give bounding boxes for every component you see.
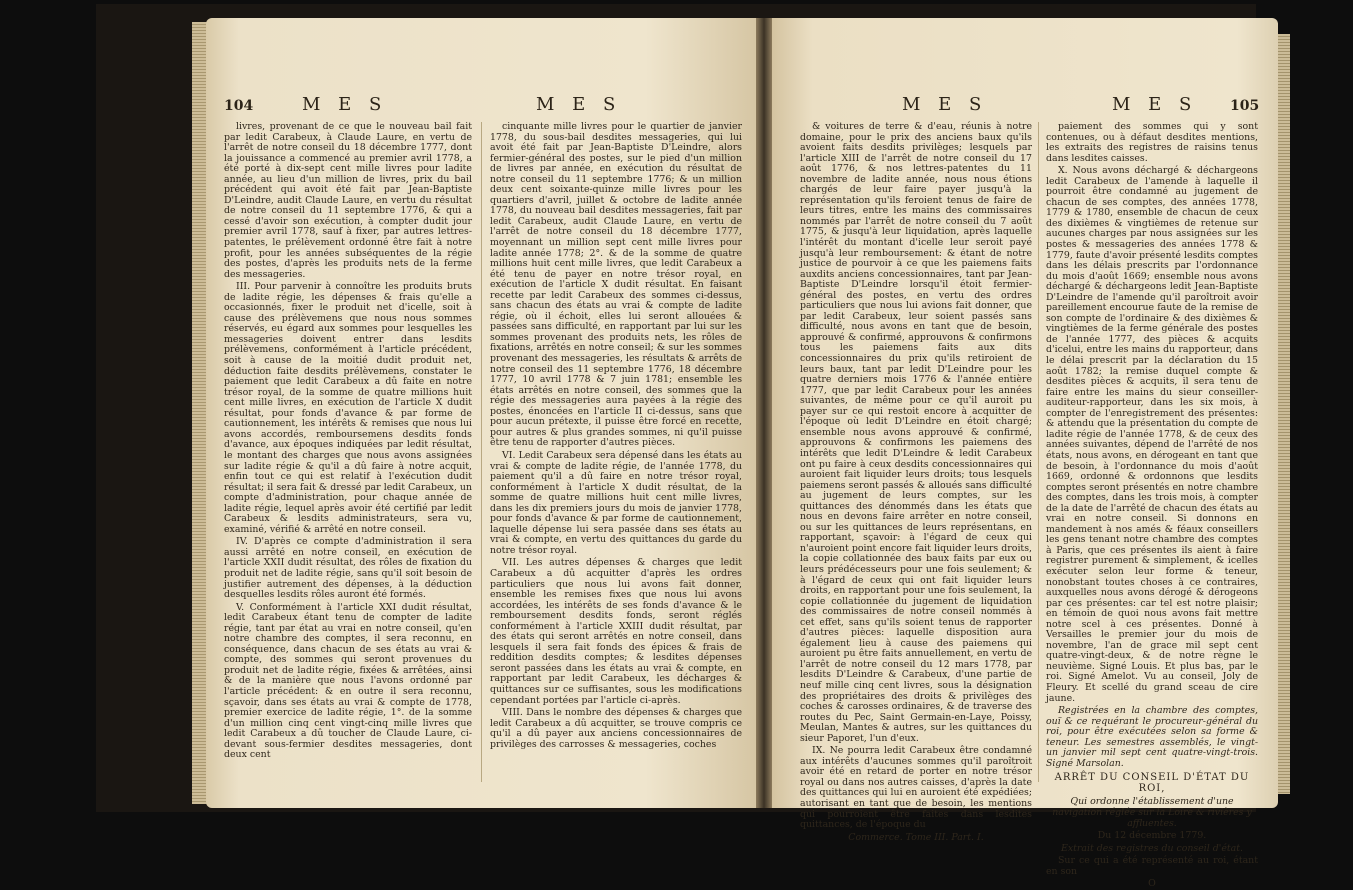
text-column-right <box>490 122 742 752</box>
paragraph: III. Pour parvenir à connoître les produits bruts de ladite régie, les dépenses & frais qu'elle a occasionnés, fixer le produit net d'icelle, soit à cause des prélèvemens que nous nous sommes réservés, eu égard aux sommes pour lesquelles les messageries doivent entrer dans lesdits prélèvemens, conformément à l'article précédent, soit à cause de la moitié dudit produit net, déduction faite desdits prélèvemens, constater le paiement que ledit Carabeux a dû faite en notre trésor royal, de la somme de quatre millions huit cent mille livres, en exécution de l'article X dudit résultat, pour fonds d'avance & par forme de cautionnement, les intérêts & remises que nous lui avons accordés, remboursemens desdits fonds d'avance, aux époques indiquées par ledit résultat, le montant des charges que nous avons assignées sur ladite régie & qu'il a dû faire à notre acquit, enfin tout ce qui est relatif à l'exécution dudit résultat; il sera fait & dressé par ledit Carabeux, un compte d'administration, pour chaque année de ladite régie, lequel après avoir été certifié par ledit Carabeux & lesdits administrateurs, sera vu, examiné, vérifié & arrêté en notre conseil. <box>224 281 472 535</box>
paragraph: paiement des sommes qui y sont contenues, ou à défaut desdites mentions, les extraits des registres de raisins tenus dans lesdites caisses. <box>1046 121 1258 164</box>
paragraph: IV. D'après ce compte d'administration il sera aussi arrêté en notre conseil, en exécution de l'article XXII dudit résultat, des rôles de fixation du produit net de ladite régie, sans qu'il soit besoin de justifier autrement des dépenses, à la déduction desquelles lesdits rôles auront été formés. <box>224 536 472 601</box>
running-head: M E S <box>1112 94 1198 115</box>
running-head: M E S <box>302 94 388 115</box>
footer-title: Commerce. Tome III. Part. I. <box>848 831 984 843</box>
paragraph: V. Conformément à l'article XXI dudit résultat, ledit Carabeux étant tenu de compter de ladite régie, tant par état au vrai en notre conseil, qu'en notre chambre des comptes, il sera reconnu, en conséquence, dans chacun de ses états au vrai & compte, des sommes qui seront provenues du produit net de ladite régie, fixées & arrêtées, ainsi & de la manière que nous l'avons ordonné par l'article précédent: & en outre il sera reconnu, sçavoir, dans ses états au vrai & compte de 1778, premier exercice de ladite régie, 1°. de la somme d'un million cinq cent vingt-cinq mille livres que ledit Carabeux a dû toucher de Claude Laure, ci-devant sous-fermier desdites messageries, dont deux cent <box>224 601 472 761</box>
section-title: ARRÊT DU CONSEIL D'ÉTAT DU ROI, <box>1054 772 1250 794</box>
book-gutter <box>756 18 772 808</box>
running-head: M E S <box>902 94 988 115</box>
paragraph: VIII. Dans le nombre des dépenses & charges que ledit Carabeux a dû acquitter, se trouve compris ce qu'il a dû payer aux anciens concessionnaires de privilèges des carrosses & messageries, coches <box>490 707 742 750</box>
section-date: Du 12 décembre 1779. <box>1097 830 1207 842</box>
paragraph: cinquante mille livres pour le quartier de janvier 1778, du sous-bail desdites messageries, qui lui avoit été fait par Jean-Baptiste D'Leindre, alors fermier-général des postes, sur le pied d'un million de livres par année, en exécution du résultat de notre conseil du 11 septembre 1776; & un million deux cent soixante-quinze mille livres pour les quartiers d'avril, juillet & octobre de ladite année 1778, du nouveau bail desdites messageries, fait par ledit Carabeux, audit Claude Laure, en vertu de l'arrêt de notre conseil du 18 décembre 1777, moyennant un million sept cent mille livres pour ladite année 1778; 2°. & de la somme de quatre millions huit cent mille livres, que ledit Carabeux a été tenu de payer en notre trésor royal, en exécution de l'article X dudit résultat. En faisant recette par ledit Carabeux des sommes ci-dessus, sans chacun des états au vrai & compte de ladite régie, où il échoit, elles lui seront allouées & passées sans difficulté, en rapportant par lui sur les sommes provenant des produits nets, les rôles de fixations, arrêtés en notre conseil; & sur les sommes provenant des messageries, les résultats & arrêts de notre conseil des 11 septembre 1776, 18 décembre 1777, 10 avril 1778 & 7 juin 1781; ensemble les états arrêtés en notre conseil, des sommes que la régie des messageries aura payées à la régie des postes, énoncées en l'article II ci-dessus, sans que pour aucun prétexte, il puisse être forcé en recette, pour autres & plus grandes sommes, ni qu'il puisse être tenu de rapporter d'autres pièces. <box>490 121 742 449</box>
signature-mark: O <box>1148 878 1156 890</box>
registration-note: Registrées en la chambre des comptes, ouï & ce requérant le procureur-général du roi, pour être exécutées selon sa forme & teneur. Les semestres assemblés, le vingt-un janvier mil sept cent quatre-vingt-trois. Signé Marsolan. <box>1046 705 1258 769</box>
page-number: 105 <box>1230 98 1260 114</box>
paragraph: Sur ce qui a été représenté au roi, étant en son <box>1046 855 1258 877</box>
paragraph: livres, provenant de ce que le nouveau bail fait par ledit Carabeux, à Claude Laure, en vertu de l'arrêt de notre conseil du 18 décembre 1777, dont la jouissance a commencé au premier avril 1778, a été porté à dix-sept cent mille livres pour ladite année, au lieu d'un million de livres, prix du bail précédent qui avoit été fait par Jean-Baptiste D'Leindre, audit Claude Laure, en vertu du résultat de notre conseil du 11 septembre 1776, & qui a cessé d'avoir son exécution, à compter dudit jour premier avril 1778, sauf à fixer, par autres lettres-patentes, le prélèvement ordonné être fait à notre profit, pour les années subséquentes de la régie des postes, d'après les produits nets de la ferme des messageries. <box>224 121 472 280</box>
paragraph: VI. Ledit Carabeux sera dépensé dans les états au vrai & compte de ladite régie, de l'année 1778, du paiement qu'il a dû faire en notre trésor royal, conformément à l'article X dudit résultat, de la somme de quatre millions huit cent mille livres, dans les dix premiers jours du mois de janvier 1778, pour fonds d'avance & par forme de cautionnement, laquelle dépense lui sera passée dans ses états au vrai & compte, en vertu des quittances du garde du notre trésor royal. <box>490 449 742 556</box>
running-head: M E S <box>536 94 622 115</box>
paragraph: VII. Les autres dépenses & charges que ledit Carabeux a dû acquitter d'après les ordres particuliers que nous lui avons fait donner, ensemble les remises fixes que nous lui avons accordées, les intérêts de ses fonds d'avance & le remboursement desdits fonds, seront réglés conformément à l'article XXIII dudit résultat, par des états qui seront arrêtés en notre conseil, dans lesquels il sera fait fonds des épices & frais de reddition desdits comptes; & lesdites dépenses seront passées dans les états au vrai & compte, en rapportant par ledit Carabeux, les décharges & quittances sur ce suffisantes, sous les modifications cependant portées par l'article ci-après. <box>490 557 742 706</box>
left-page-header <box>206 94 756 122</box>
right-page-header <box>772 94 1278 122</box>
column-rule <box>1038 122 1039 782</box>
text-column-left <box>800 122 1032 843</box>
paragraph: & voitures de terre & d'eau, réunis à notre domaine, pour le prix des anciens baux qu'ils avoient faits desdits privilèges; lesquels par l'article XIII de l'arrêt de notre conseil du 17 août 1776, & nos lettres-patentes du 11 novembre de ladite année, nous nous étions chargés de leur faire payer jusqu'à la représentation qu'ils feroient tenus de faire de leurs titres, entre les mains des commissaires nommés par l'arrêt de notre conseil du 7 août 1775, & jusqu'à leur liquidation, après laquelle l'intérêt du montant d'icelle leur seroit payé jusqu'à leur remboursement: & étant de notre justice de pourvoir à ce que les paiemens faits auxdits anciens concessionnaires, tant par Jean-Baptiste D'Leindre lorsqu'il étoit fermier-général des postes, en vertu des ordres particuliers que nous lui avions fait donner, que par ledit Carabeux, leur soient passés sans difficulté, nous avons en tant que de besoin, approuvé & confirmé, approuvons & confirmons tous les paiemens faits aux dits concessionnaires du prix qu'ils retiroient de leurs baux, tant par ledit D'Leindre pour les quatre derniers mois 1776 & l'année entière 1777, que par ledit Carabeux pour les années suivantes, de même pour ce qu'il auroit pu payer sur ce qui restoit encore à acquitter de l'époque où ledit D'Leindre en étoit chargé; ensemble nous avons approuvé & confirmé, approuvons & confirmons les paiemens des intérêts que ledit D'Leindre & ledit Carabeux ont pu faire à ceux desdits concessionnaires qui auroient fait liquider leurs droits; tous lesquels paiemens seront passés & alloués sans difficulté au jugement de leurs comptes, sur les quittances des dénommés dans les états que nous en devons faire arrêter en notre conseil, ou sur les quittances de leurs représentans, en rapportant, sçavoir: à l'égard de ceux qui n'auroient point encore fait liquider leurs droits, la copie collationnée des baux faits par eux ou leurs prédécesseurs pour une fois seulement; & à l'égard de ceux qui ont fait liquider leurs droits, en rapportant pour une fois seulement, la copie collationnée du jugement de liquidation des commissaires de notre conseil nommés à cet effet, sans qu'ils soient tenus de rapporter d'autres pièces: laquelle disposition aura également lieu à cause des paiemens qui auroient pu être faits annuellement, en vertu de l'arrêt de notre conseil du 12 mars 1778, par lesdits D'Leindre & Carabeux, d'une partie de neuf mille cinq cent livres, sous la désignation des propriétaires des droits & privilèges des coches & carosses ordinaires, & de traverse des routes du Pec, Saint Germain-en-Laye, Poissy, Meulan, Mantes & autres, sur les quittances du sieur Paporet, l'un d'eux. <box>800 121 1032 744</box>
left-page <box>206 18 756 808</box>
right-page-edges <box>1276 34 1290 794</box>
section-subtitle: Qui ordonne l'établissement d'une navigation réglée sur la Loire & rivières y affluentes. <box>1052 796 1252 829</box>
right-page <box>772 18 1278 890</box>
text-column-left <box>224 122 472 763</box>
paragraph: IX. Ne pourra ledit Carabeux être condamné aux intérêts d'aucunes sommes qu'il paroîtroit avoir été en retard de porter en notre trésor royal ou dans nos autres caisses, d'après la date des quittances qui lui en auroient été expédiées; autorisant en tant que de besoin, les mentions qui pourroient être faites dans lesdites quittances, de l'époque du <box>800 745 1032 831</box>
text-column-right <box>1046 122 1258 890</box>
page-number: 104 <box>224 98 254 114</box>
section-extract: Extrait des registres du conseil d'état. <box>1060 842 1243 854</box>
column-rule <box>481 122 482 782</box>
book-spread <box>96 4 1260 890</box>
paragraph: X. Nous avons déchargé & déchargeons ledit Carabeux de l'amende à laquelle il pourroit être condamné au jugement de chacun de ses comptes, des années 1778, 1779 & 1780, ensemble de chacun de ceux des dixièmes & vingtièmes de retenue sur aucunes charges par nous assignées sur les postes & messageries des années 1778 & 1779, faute d'avoir présenté lesdits comptes dans les délais prescrits par l'ordonnance du mois d'août 1669; ensemble nous avons déchargé & déchargeons ledit Jean-Baptiste D'Leindre de l'amende qu'il paroîtroit avoir pareillement encourue faute de la remise de son compte de l'ordinaire & des dixièmes & vingtièmes de la ferme générale des postes de l'année 1777, des pièces & acquits d'icelui, entre les mains du rapporteur, dans le délai prescrit par la déclaration du 15 août 1782; la remise duquel compte & desdites pièces & acquits, il sera tenu de faire entre les mains du sieur conseiller-auditeur-rapporteur, dans les six mois, à compter de l'enregistrement des présentes: & attendu que la présentation du compte de ladite régie de l'année 1778, & de ceux des années suivantes, dépend de l'arrêté de nos états, nous avons, en dérogeant en tant que de besoin, à l'ordonnance du mois d'août 1669, ordonné & ordonnons que lesdits comptes seront présentés en notre chambre des comptes, dans les trois mois, à compter de la date de l'arrêté de chacun des états au vrai en notre conseil. Si donnons en mandement à nos amés & féaux conseillers les gens tenant notre chambre des comptes à Paris, que ces présentes ils aient à faire registrer purement & simplement, & icelles exécuter selon leur forme & teneur, nonobstant toutes choses à ce contraires, auxquelles nous avons dérogé & dérogeons par ces présentes: car tel est notre plaisir; en témoin de quoi nous avons fait mettre notre scel à ces présentes. Donné à Versailles le premier jour du mois de novembre, l'an de grace mil sept cent quatre-vingt-deux, & de notre règne le neuvième. Signé Louis. Et plus bas, par le roi. Signé Amelot. Vu au conseil, Joly de Fleury. Et scellé du grand sceau de cire jaune. <box>1046 165 1258 704</box>
